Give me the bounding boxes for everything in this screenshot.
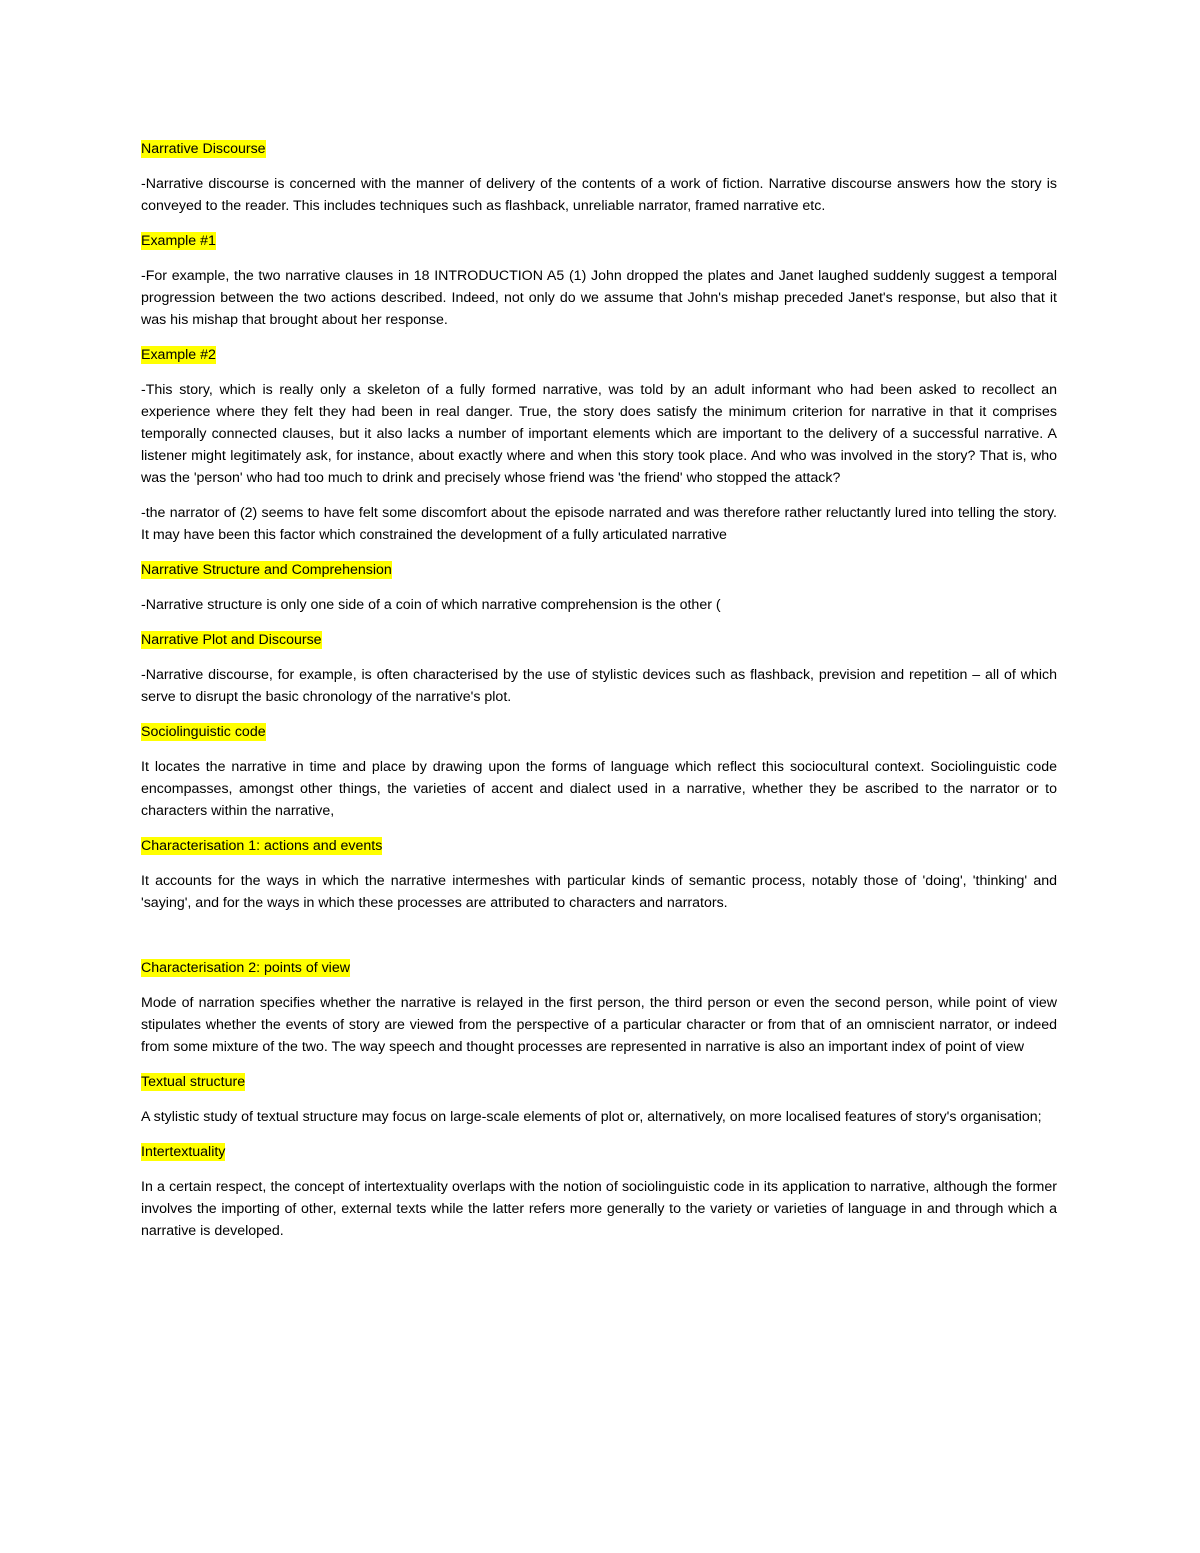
section-heading: Textual structure xyxy=(141,1074,246,1090)
section-heading: Characterisation 1: actions and events xyxy=(141,838,383,854)
section-heading: Example #2 xyxy=(141,347,216,363)
section-heading: Intertextuality xyxy=(141,1144,226,1160)
section-paragraph: In a certain respect, the concept of intertextuality overlaps with the notion of sociolinguistic code in its application to narrative, although the former involves the importing of other, external texts while the latter refers more generally to the variety or varieties of language in and through which a narrative is developed. xyxy=(141,1179,1057,1239)
section-paragraph: Mode of narration specifies whether the narrative is relayed in the first person, the third person or even the second person, while point of view stipulates whether the events of story are viewed from the perspective of a particular character or from that of an omniscient narrator, or indeed from some mixture of the two. The way speech and thought processes are represented in narrative is also an important index of point of view xyxy=(141,995,1057,1055)
section-paragraph: It accounts for the ways in which the narrative intermeshes with particular kinds of semantic process, notably those of 'doing', 'thinking' and 'saying', and for the ways in which these processes are attributed to characters and narrators. xyxy=(141,873,1057,911)
section-heading: Narrative Structure and Comprehension xyxy=(141,562,392,578)
section-paragraph: -This story, which is really only a skeleton of a fully formed narrative, was told by an adult informant who had been asked to recollect an experience where they felt they had been in real danger. True, the story does satisfy the minimum criterion for narrative in that it comprises temporally connected clauses, but it also lacks a number of important elements which are important to the delivery of a successful narrative. A listener might legitimately ask, for instance, about exactly where and when this story took place. And who was involved in the story? That is, who was the 'person' who had too much to drink and precisely whose friend was 'the friend' who stopped the attack? xyxy=(141,382,1057,486)
section-paragraph: A stylistic study of textual structure may focus on large-scale elements of plot or, alternatively, on more localised features of story's organisation; xyxy=(141,1109,1042,1125)
document-page xyxy=(141,138,1057,1255)
blank-line xyxy=(141,927,1057,957)
section-paragraph: It locates the narrative in time and place by drawing upon the forms of language which reflect this sociocultural context. Sociolinguistic code encompasses, amongst other things, the varieties of accent and dialect used in a narrative, whether they be ascribed to the narrator or to characters within the narrative, xyxy=(141,759,1057,819)
section-heading: Sociolinguistic code xyxy=(141,724,266,740)
section-paragraph: -Narrative discourse is concerned with the manner of delivery of the contents of a work of fiction. Narrative discourse answers how the story is conveyed to the reader. This includes techniques such as flashback, unreliable narrator, framed narrative etc. xyxy=(141,176,1057,214)
section-heading: Narrative Plot and Discourse xyxy=(141,632,322,648)
section-heading: Characterisation 2: points of view xyxy=(141,960,350,976)
section-paragraph: -the narrator of (2) seems to have felt some discomfort about the episode narrated and was therefore rather reluctantly lured into telling the story. It may have been this factor which constrained the development of a fully articulated narrative xyxy=(141,505,1057,543)
section-paragraph: -Narrative discourse, for example, is often characterised by the use of stylistic devices such as flashback, prevision and repetition – all of which serve to disrupt the basic chronology of the narrative's plot. xyxy=(141,667,1057,705)
section-paragraph: -For example, the two narrative clauses in 18 INTRODUCTION A5 (1) John dropped the plates and Janet laughed suddenly suggest a temporal progression between the two actions described. Indeed, not only do we assume that John's mishap preceded Janet's response, but also that it was his mishap that brought about her response. xyxy=(141,268,1057,328)
section-heading: Example #1 xyxy=(141,233,216,249)
section-paragraph: -Narrative structure is only one side of a coin of which narrative comprehension is the other ( xyxy=(141,597,721,613)
section-heading: Narrative Discourse xyxy=(141,141,266,157)
